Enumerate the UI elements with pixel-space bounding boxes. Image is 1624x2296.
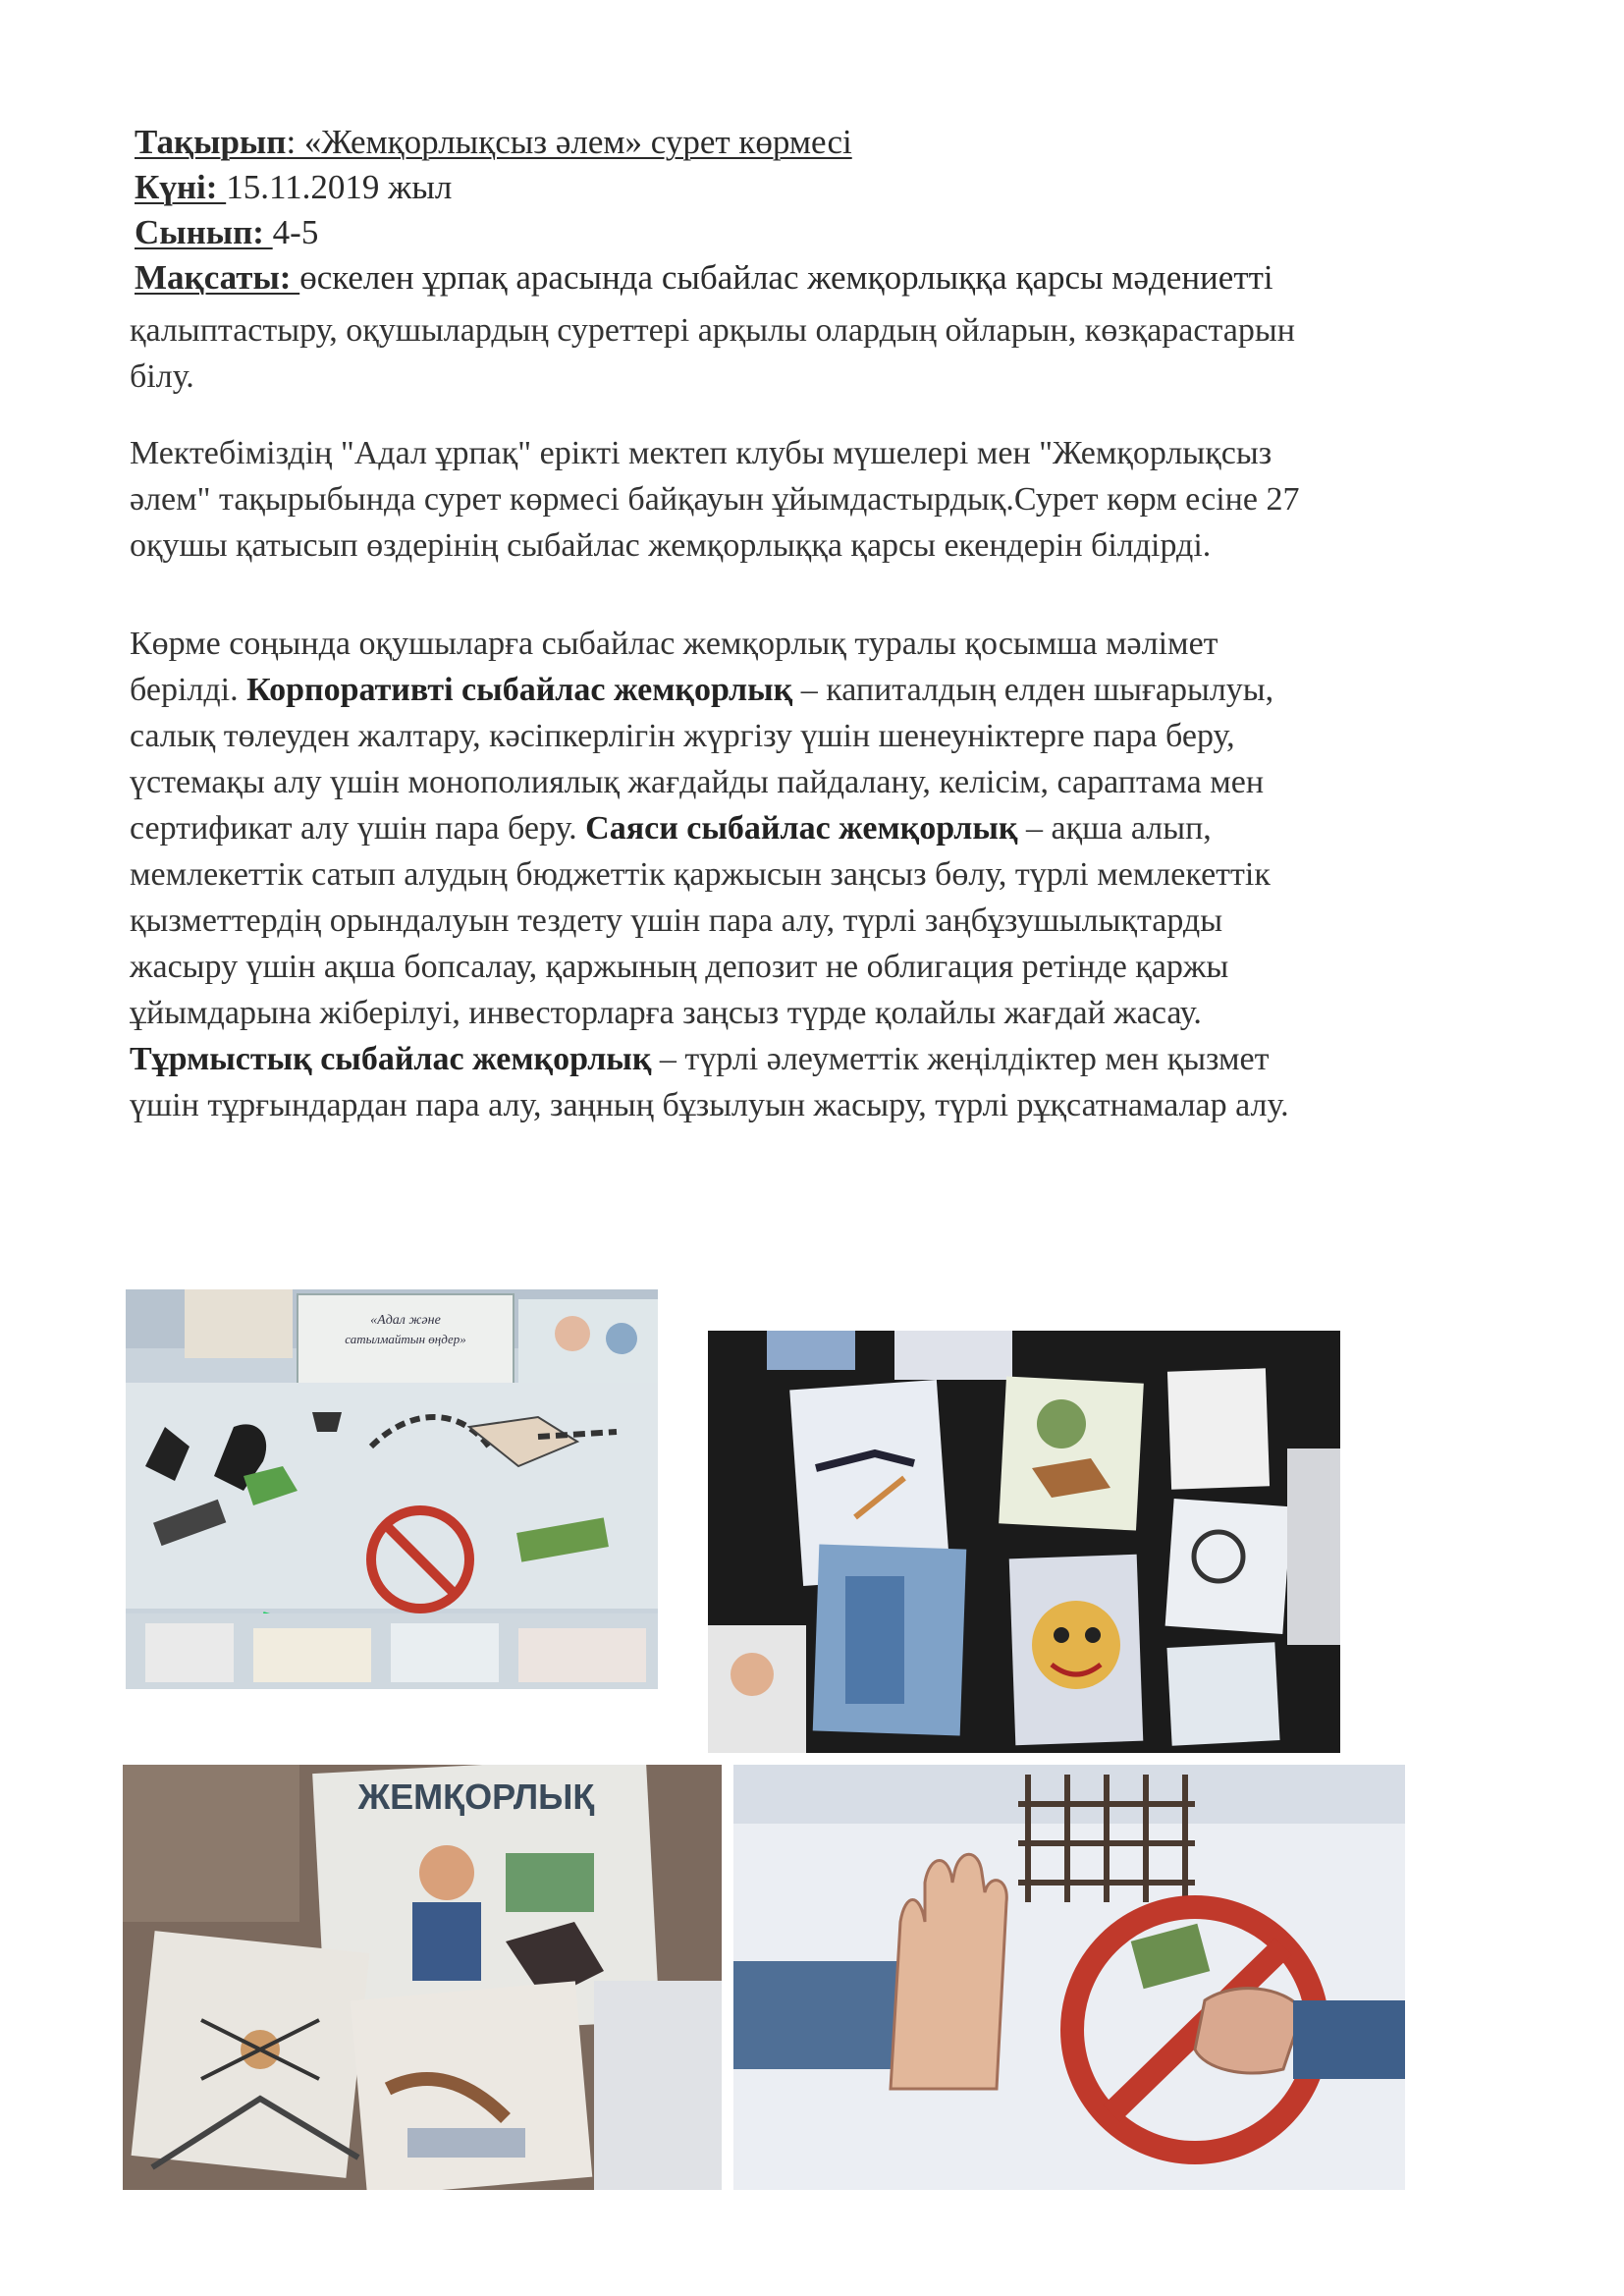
poster-caption-1: «Адал және xyxy=(370,1313,441,1328)
poster-title: ЖЕМҚОРЛЫҚ xyxy=(357,1777,595,1817)
term-corporate: Корпоративті сыбайлас жемқорлық xyxy=(246,672,793,708)
photo-posters-stack xyxy=(123,1765,722,2190)
class-label: Сынып: xyxy=(135,213,273,251)
paragraph1-line: Мектебіміздің "Адал ұрпақ" ерікті мектеп клубы мүшелері мен "Жемқорлықсыз xyxy=(130,435,1272,471)
paragraph2-line xyxy=(130,1036,1485,1082)
term-household: Тұрмыстық сыбайлас жемқорлық xyxy=(130,1041,652,1077)
paragraph-types xyxy=(130,621,1485,1128)
date-value: 15.11.2019 жыл xyxy=(226,168,453,206)
paragraph2-line xyxy=(130,667,1485,713)
goal-text-2: қалыптастыру, оқушылардың суреттері арқылы олардың ойларын, көзқарастарын xyxy=(130,312,1295,349)
topic-line xyxy=(135,120,852,164)
paragraph2-line: қызметтердің орындалуын тездету үшін пара алу, түрлі заңбұзушылықтарды xyxy=(130,902,1223,939)
date-line xyxy=(135,165,452,209)
goal-text-3: білу. xyxy=(130,358,194,395)
goal-line xyxy=(135,255,1273,300)
topic-value: : «Жемқорлықсыз әлем» сурет көрмесі xyxy=(286,123,852,161)
class-line xyxy=(135,210,318,254)
paragraph2-line: жасыру үшін ақша бопсалау, қаржының депозит не облигация ретінде қаржы xyxy=(130,949,1229,985)
goal-label: Мақсаты: xyxy=(135,258,300,297)
class-value: 4-5 xyxy=(272,213,319,251)
poster-caption-2: сатылмайтын өңдер» xyxy=(345,1332,466,1346)
paragraph2-line: салық төлеуден жалтару, кәсіпкерлігін жүргізу үшін шенеуніктерге пара беру, xyxy=(130,718,1235,754)
paragraph2-text: берілді. xyxy=(130,672,247,708)
paragraph-club xyxy=(130,430,1485,569)
term-political: Саяси сыбайлас жемқорлық xyxy=(585,810,1018,847)
paragraph1-line: әлем" тақырыбында сурет көрмесі байқауын ұйымдастырдық.Сурет көрм есіне 27 xyxy=(130,481,1300,518)
photo-board-drawings xyxy=(708,1331,1340,1753)
paragraph2-line: Көрме соңында оқушыларға сыбайлас жемқорлық туралы қосымша мәлімет xyxy=(130,626,1218,662)
paragraph2-line: үстемақы алу үшін монополиялық жағдайды пайдалану, келісім, сараптама мен xyxy=(130,764,1265,800)
paragraph2-text: – түрлі әлеуметтік жеңілдіктер мен қызмет xyxy=(651,1041,1270,1077)
paragraph2-line: мемлекеттік сатып алудың бюджеттік қаржысын заңсыз бөлу, түрлі мемлекеттік xyxy=(130,856,1271,893)
paragraph2-text: сертификат алу үшін пара беру. xyxy=(130,810,586,847)
date-label: Күні: xyxy=(135,168,227,206)
paragraph1-line: оқушы қатысып өздерінің сыбайлас жемқорлыққа қарсы екендерін білдірді. xyxy=(130,527,1212,564)
topic-label: Тақырып xyxy=(135,123,287,161)
paragraph2-text: – ақша алып, xyxy=(1017,810,1212,847)
paragraph2-line: ұйымдарына жіберілуі, инвесторларға заңсыз түрде қолайлы жағдай жасау. xyxy=(130,995,1202,1031)
goal-text-1: өскелен ұрпақ арасында сыбайлас жемқорлыққа қарсы мәдениетті xyxy=(299,258,1273,297)
goal-continuation xyxy=(130,307,1485,400)
paragraph2-text: – капиталдың елден шығарылуы, xyxy=(792,672,1274,708)
paragraph2-line: үшін тұрғындардан пара алу, заңның бұзылуын жасыру, түрлі рұқсатнамалар алу. xyxy=(130,1087,1289,1123)
photo-no-bribe-drawing xyxy=(733,1765,1405,2190)
paragraph2-line xyxy=(130,805,1485,851)
photo-posters-table xyxy=(126,1289,658,1689)
